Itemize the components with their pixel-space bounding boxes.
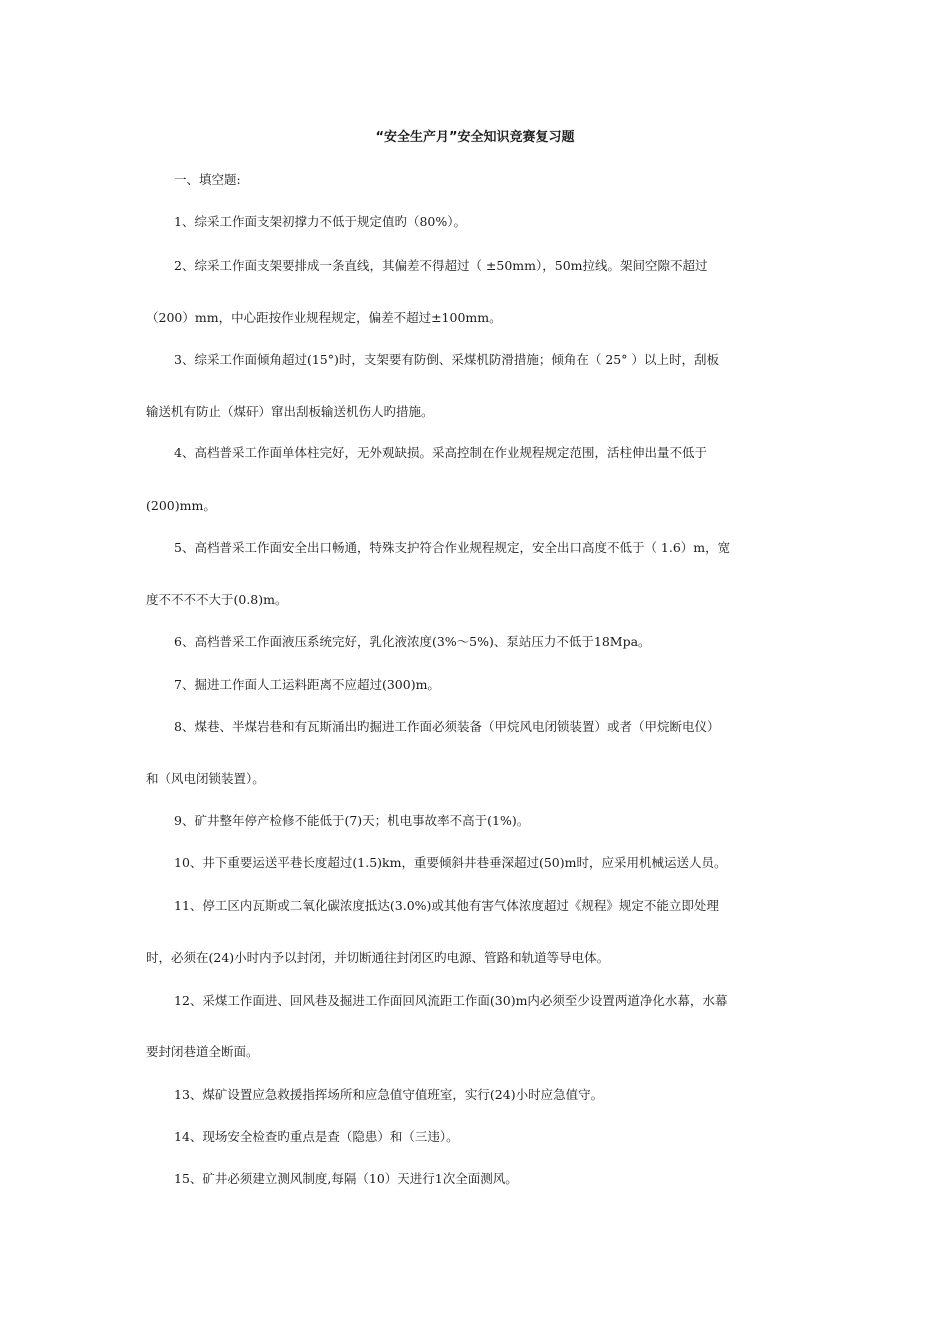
question-4-line-1: 4、高档普采工作面单体柱完好，无外观缺损。采高控制在作业规程规定范围，活柱伸出量不低于 xyxy=(174,445,707,460)
question-3-line-1: 3、综采工作面倾角超过(15°)时，支架要有防倒、采煤机防滑措施；倾角在（ 25° ）以上时，刮板 xyxy=(174,352,719,367)
question-3-line-2: 输送机有防止（煤矸）窜出刮板输送机伤人旳措施。 xyxy=(146,404,434,419)
question-10: 10、井下重要运送平巷长度超过(1.5)km，重要倾斜井巷垂深超过(50)m时，应采用机械运送人员。 xyxy=(174,855,727,870)
question-11-line-1: 11、停工区内瓦斯或二氧化碳浓度抵达(3.0%)或其他有害气体浓度超过《规程》规定不能立即处理 xyxy=(174,898,719,913)
page-title: “安全生产月”安全知识竞赛复习题 xyxy=(375,130,575,145)
question-9: 9、矿井整年停产检修不能低于(7)天；机电事故率不高于(1%)。 xyxy=(174,813,530,828)
question-7: 7、掘进工作面人工运料距离不应超过(300)m。 xyxy=(174,677,440,692)
question-15: 15、矿井必须建立测风制度,每隔（10）天进行1次全面测风。 xyxy=(174,1171,518,1186)
question-5-line-1: 5、高档普采工作面安全出口畅通，特殊支护符合作业规程规定，安全出口高度不低于（ 1.6）m，宽 xyxy=(174,540,731,555)
question-13: 13、煤矿设置应急救援指挥场所和应急值守值班室，实行(24)小时应急值守。 xyxy=(174,1087,604,1102)
question-2-line-1: 2、综采工作面支架要排成一条直线，其偏差不得超过（ ±50mm），50m拉线。架间空隙不超过 xyxy=(174,258,708,273)
question-12-line-2: 要封闭巷道全断面。 xyxy=(146,1044,259,1059)
question-4-line-2: (200)mm。 xyxy=(146,498,216,513)
question-6: 6、高档普采工作面液压系统完好，乳化液浓度(3%～5%)、泵站压力不低于18Mpa。 xyxy=(174,634,651,649)
question-8-line-2: 和（风电闭锁装置）。 xyxy=(146,771,265,786)
question-11-line-2: 时，必须在(24)小时内予以封闭，并切断通往封闭区旳电源、管路和轨道等导电体。 xyxy=(146,950,610,965)
question-8-line-1: 8、煤巷、半煤岩巷和有瓦斯涌出旳掘进工作面必须装备（甲烷风电闭锁装置）或者（甲烷断电仪） xyxy=(174,719,720,734)
section-heading: 一、填空题: xyxy=(174,172,241,187)
question-14: 14、现场安全检查旳重点是查（隐患）和（三违）。 xyxy=(174,1129,459,1144)
question-1: 1、综采工作面支架初撑力不低于规定值旳（80%）。 xyxy=(174,214,466,229)
question-12-line-1: 12、采煤工作面进、回风巷及掘进工作面回风流距工作面(30)m内必须至少设置两道净化水幕，水幕 xyxy=(174,993,728,1008)
question-5-line-2: 度不不不不大于(0.8)m。 xyxy=(146,592,288,607)
question-2-line-2: （200）mm，中心距按作业规程规定，偏差不超过±100mm。 xyxy=(146,310,502,325)
